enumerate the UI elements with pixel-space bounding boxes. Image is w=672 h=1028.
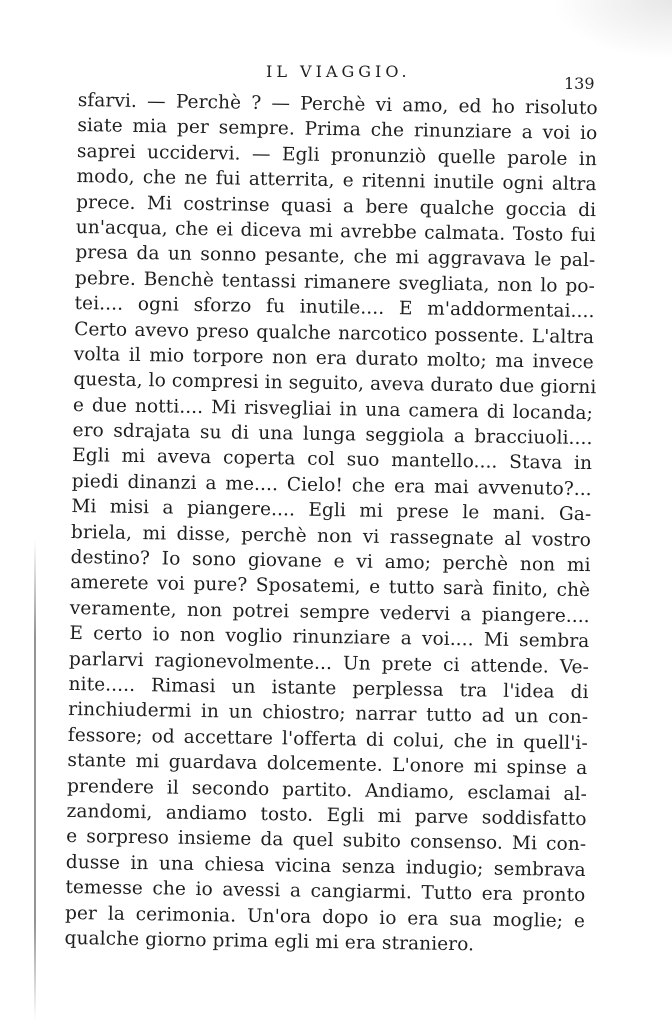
- text-line: rinchiudermi in un chiostro; narrar tutto ad un con-: [68, 699, 589, 729]
- text-line: piedi dinanzi a me.... Cielo! che era mai avvenuto?...: [71, 470, 592, 500]
- body-text: [64, 88, 597, 959]
- page-edge-shadow: [34, 540, 36, 1020]
- text-line: destino? Io sono giovane e vi amo; perchè non mi: [70, 546, 591, 577]
- text-line: per la cerimonia. Un'ora dopo io era sua moglie; e: [64, 902, 586, 932]
- text-line: amerete voi pure? Sposatemi, e tutto sarà finito, chè: [70, 572, 591, 602]
- text-line: zandomi, andiamo tosto. Egli mi parve soddisfatto: [66, 800, 587, 831]
- page-corner-shadow: [552, 0, 672, 60]
- text-line: siate mia per sempre. Prima che rinunziare a voi io: [77, 115, 598, 145]
- text-line: ero sdrajata su di una lunga seggiola a bracciuoli....: [72, 420, 593, 450]
- text-line: stante mi guardava dolcemente. L'onore mi spinse a: [67, 750, 588, 780]
- text-line: sfarvi. — Perchè ? — Perchè vi amo, ed ho risoluto: [77, 89, 598, 120]
- text-line: e sorpreso insieme da quel subito consenso. Mi con-: [66, 826, 587, 856]
- text-line: questa, lo compresi in seguito, aveva durato due giorni: [73, 369, 597, 399]
- text-line: qualche giorno prima egli mi era straniero.: [64, 927, 475, 956]
- text-line: temesse che io avessi a cangiarmi. Tutto era pronto: [65, 877, 586, 907]
- text-line: pebre. Benchè tentassi rimanere svegliata, non lo po-: [74, 267, 596, 297]
- text-line: saprei uccidervi. — Egli pronunziò quelle parole in: [76, 140, 598, 170]
- text-line: veramente, non potrei sempre vedervi a piangere....: [69, 597, 590, 627]
- text-line: nite..... Rimasi un istante perplessa tra l'idea di: [68, 673, 589, 704]
- text-line: Mi misi a piangere.... Egli mi prese le mani. Ga-: [71, 496, 592, 526]
- text-line: tei.... ogni sforzo fu inutile.... E m'addormentai....: [74, 293, 595, 323]
- text-line: presa da un sonno pesante, che mi aggravava le pal-: [75, 242, 596, 272]
- text-line: e due notti.... Mi risvegliai in una camera di locanda;: [72, 394, 594, 424]
- text-line: Egli mi aveva coperta col suo mantello.... Stava in: [72, 445, 593, 475]
- text-line: prendere il secondo partito. Andiamo, esclamai al-: [66, 775, 588, 805]
- text-line: Certo avevo preso qualche narcotico possente. L'altra: [74, 318, 595, 348]
- text-line: volta il mio torpore non era durato molto; ma invece: [73, 343, 594, 374]
- text-line: briela, mi disse, perchè non vi rassegnate al vostro: [70, 521, 592, 551]
- text-line: un'acqua, che ei diceva mi avrebbe calmata. Tosto fui: [75, 216, 596, 247]
- text-line: E certo io non voglio rinunziare a voi.... Mi sembra: [69, 623, 590, 653]
- text-line: fessore; od accettare l'offerta di colui, che in quell'i-: [67, 724, 588, 754]
- page-number: 139: [564, 74, 595, 93]
- text-line: dusse in una chiesa vicina senza indugio; sembrava: [65, 851, 586, 881]
- running-title: IL VIAGGIO.: [266, 62, 411, 81]
- text-line: parlarvi ragionevolmente... Un prete ci attende. Ve-: [68, 648, 590, 678]
- text-line: modo, che ne fui atterrita, e ritenni inutile ogni altra: [76, 166, 597, 196]
- text-line: prece. Mi costrinse quasi a bere qualche goccia di: [76, 191, 597, 221]
